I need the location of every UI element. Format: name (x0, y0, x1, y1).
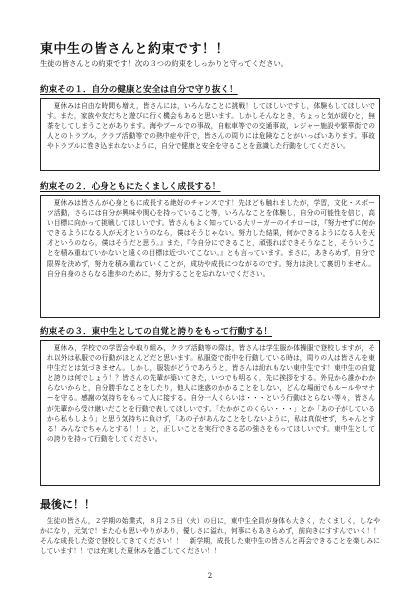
page-number: 2 (207, 572, 213, 580)
closing-title: 最後に！！ (40, 498, 95, 511)
section-3-heading: 約束その３．東中生としての自覚と誇りをもって行動する！ (40, 327, 273, 337)
section-2-heading: 約束その２．心身ともにたくましく成長する！ (40, 182, 221, 192)
section-1-body: 夏休みは自由な時間も増え，皆さんには，いろんなことに挑戦！してほしいですし，体験もしてほしいです。また，家族や友だちと遊びに行く機会もあると思います。しかしそんなとき，ちょっと気が緩むと，無茶をしてしまうことがあります。海やプールでの事故，自転車等での交通事故，レジャー施設や繁華街での人とのトラブル，クラブ活動等での熱中症や汗で，皆さんの周りには危険なことがいっぱいあります。事故やトラブルに巻き込まれないように，自分で健康と安全を守ることを意識した行動をしてください。 (40, 98, 380, 171)
intro-text: 生徒の皆さんとの約束です！次の３つの約束をしっかりと守ってください。 (40, 59, 289, 68)
section-2-body: 夏休みは皆さんが心身ともに成長する絶好のチャンスです！先ほども触れましたが，学習，文化・スポーツ活動，さらには自分が興味や関心を持っていること等，いろんなことを体験し，自分の可能性を信じ，高い目標に向かって挑戦してほしいです。皆さんもよく知っている大リーガーのイチローは，『努力せずに何かできるようになる人が天才というのなら，僕はそうじゃない。努力した結果，何かできるようになる人を天才というのなら，僕はそうだと思う。』また，『今自分にできること，頑張ればできそうなこと，そういうことを積み重ねていかないと遠くの目標は近づいてこない。』とも言っています。まさに，あきらめず，自分で限界を決めず，努力を積み重ねていくことが，成功や成長につながるのです。努力は決して裏切りません。自分自身のさらなる進歩のために，努力することを忘れないでください。 (40, 195, 380, 318)
section-3-body: 夏休み，学校での学習会や取り組み，クラブ活動等の際は，皆さんは学生服か体操服で登校しますが，それ以外は私服での行動がほとんどだと思います。私服姿で街中を行動している時は，周りの人は皆さんを東中生だとは気づきません。しかし，服装がどうであろうと，皆さんは紛れもない東中生です！東中生の自覚と誇りは何でしょう！？皆さんの先輩が築いてきた，いつでも明るく，先に挨拶をする。外見から誰かわからないからと，自分勝手なことをしたり，他人に迷惑のかかることをしない，どんな場面でもルールやマナーを守る。感謝の気持ちをもって人に接する。自分一人くらいは・・・という行動はとらない等々，皆さんが先輩から受け継いだことを行動で表してほしいです。「たかがこのくらい・・・」とか「あの子がしているから私もしよう」と思う気持ちに負けず，「あの子があんなことをしないように，私は真似せず，ちゃんとする！みんなでちゃんとする！！」と，正しいことを実行できる芯の強さをもってほしいです。東中生としての誇りを持って行動をしてください。 (40, 340, 380, 486)
closing-text: 生徒の皆さん，２学期の始業式，８月２５日（火）の日に，東中生全員が身体も大きく，たくましく，しなやかになり，元気で！また心も思いやりがあり，優しさに溢れ，何事にもあきらめず，前向きにすすんでいく！！そんな成長した姿で登校してきてください！！ 新学期，成長した東中生の皆さんと再会できることを楽しみにしています！！では充実した夏休みを過ごしてください！！ (40, 517, 380, 556)
page-title: 東中生の皆さんと約束です！！ (40, 42, 230, 57)
section-1-heading: 約束その１．自分の健康と安全は自分で守り抜く！ (40, 85, 238, 95)
